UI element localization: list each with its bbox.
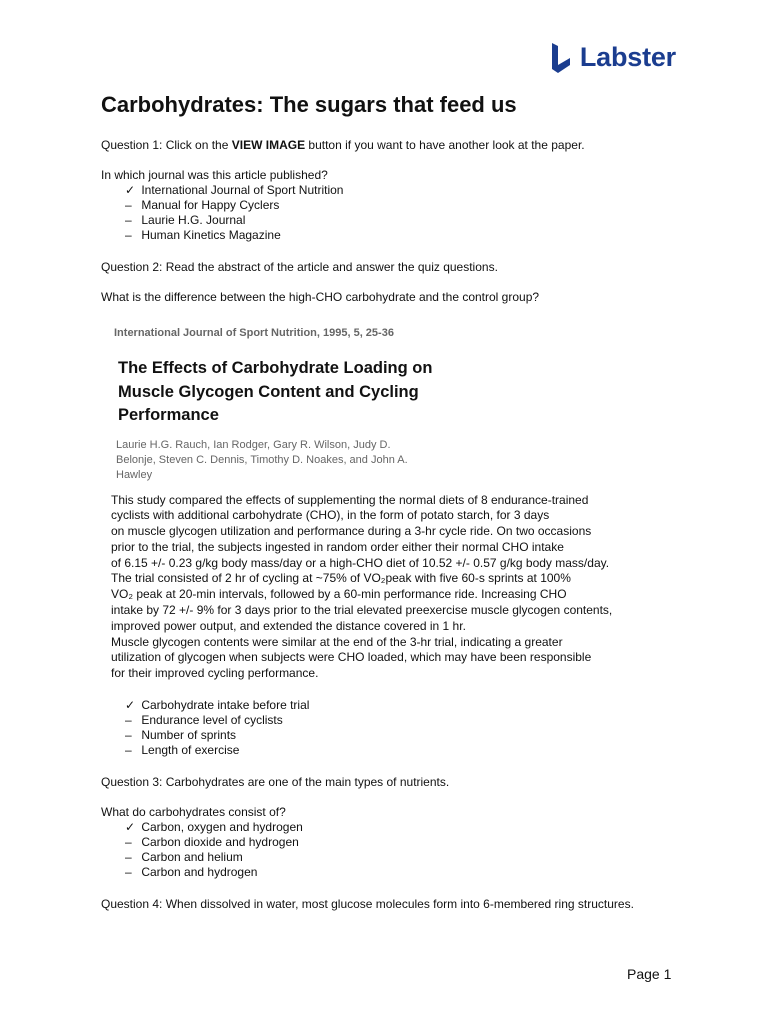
paper-title: The Effects of Carbohydrate Loading on Muscle Glycogen Content and Cycling Performance (118, 359, 433, 424)
option-item: ✓ International Journal of Sport Nutrition (125, 183, 344, 197)
abstract-line: Muscle glycogen contents were similar at the end of the 3-hr trial, indicating a greater (111, 634, 563, 649)
abstract-line: for their improved cycling performance. (111, 666, 319, 681)
q2-question: What is the difference between the high-CHO carbohydrate and the control group? (101, 290, 540, 304)
abstract-line: of 6.15 +/- 0.23 g/kg body mass/day or a high-CHO diet of 10.52 +/- 0.57 g/kg body mass/day. (111, 555, 610, 570)
option-item: – Laurie H.G. Journal (125, 213, 246, 227)
abstract-line: improved power output, and extended the distance covered in 1 hr. (111, 618, 466, 633)
option-item: ✓ Carbon, oxygen and hydrogen (125, 820, 303, 835)
q3-intro: Question 3: Carbohydrates are one of the main types of nutrients. (101, 775, 450, 790)
document-page (101, 92, 681, 912)
labster-logo (550, 42, 676, 73)
abstract-line: on muscle glycogen utilization and performance during a 3-hr cycle ride. On two occasions (111, 524, 592, 539)
q3-options (101, 820, 681, 880)
paper-authors: Laurie H.G. Rauch, Ian Rodger, Gary R. Wilson, Judy D. Belonje, Steven C. Dennis, Timothy D. Noakes, and John A. Hawley (116, 438, 408, 481)
q2-intro: Question 2: Read the abstract of the article and answer the quiz questions. (101, 260, 498, 274)
q1-question: In which journal was this article published? (101, 168, 328, 182)
q1-options (101, 183, 681, 243)
paper-abstract (111, 493, 671, 683)
paper-reference: International Journal of Sport Nutrition, 1995, 5, 25-36 (114, 327, 394, 339)
option-item: – Carbon dioxide and hydrogen (125, 835, 299, 850)
abstract-line: cyclists with additional carbohydrate (CHO), in the form of potato starch, for 3 days (111, 508, 550, 523)
page-title: Carbohydrates: The sugars that feed us (101, 92, 517, 117)
option-item: ✓ Carbohydrate intake before trial (125, 698, 310, 713)
option-item: – Length of exercise (125, 743, 240, 758)
brand-name: Labster (579, 42, 676, 72)
option-item: – Endurance level of cyclists (125, 713, 283, 728)
abstract-line: prior to the trial, the subjects ingested in random order either their normal CHO intake (111, 539, 564, 554)
abstract-line: This study compared the effects of supplementing the normal diets of 8 endurance-trained (111, 492, 589, 507)
abstract-line: intake by 72 +/- 9% for 3 days prior to the trial elevated preexercise muscle glycogen contents, (111, 603, 613, 618)
abstract-line: VO₂ peak at 20-min intervals, followed by a 60-min performance ride. Increasing CHO (111, 587, 567, 602)
labster-logo-icon (550, 43, 572, 73)
abstract-line: utilization of glycogen when subjects were CHO loaded, which may have been responsible (111, 650, 592, 665)
view-image-text: VIEW IMAGE (231, 138, 306, 152)
option-item: – Manual for Happy Cyclers (125, 198, 280, 212)
option-item: – Human Kinetics Magazine (125, 228, 281, 242)
q3-question: What do carbohydrates consist of? (101, 805, 286, 820)
option-item: – Carbon and helium (125, 850, 243, 865)
q1-intro: Question 1: Click on the VIEW IMAGE button if you want to have another look at the paper. (101, 138, 585, 152)
q2-options (101, 698, 681, 758)
page-number: Page 1 (627, 966, 672, 982)
abstract-line: The trial consisted of 2 hr of cycling at ~75% of VO₂peak with five 60-s sprints at 100% (111, 571, 571, 586)
q4-intro: Question 4: When dissolved in water, most glucose molecules form into 6-membered ring structures. (101, 897, 634, 912)
option-item: – Carbon and hydrogen (125, 865, 258, 880)
option-item: – Number of sprints (125, 728, 237, 743)
